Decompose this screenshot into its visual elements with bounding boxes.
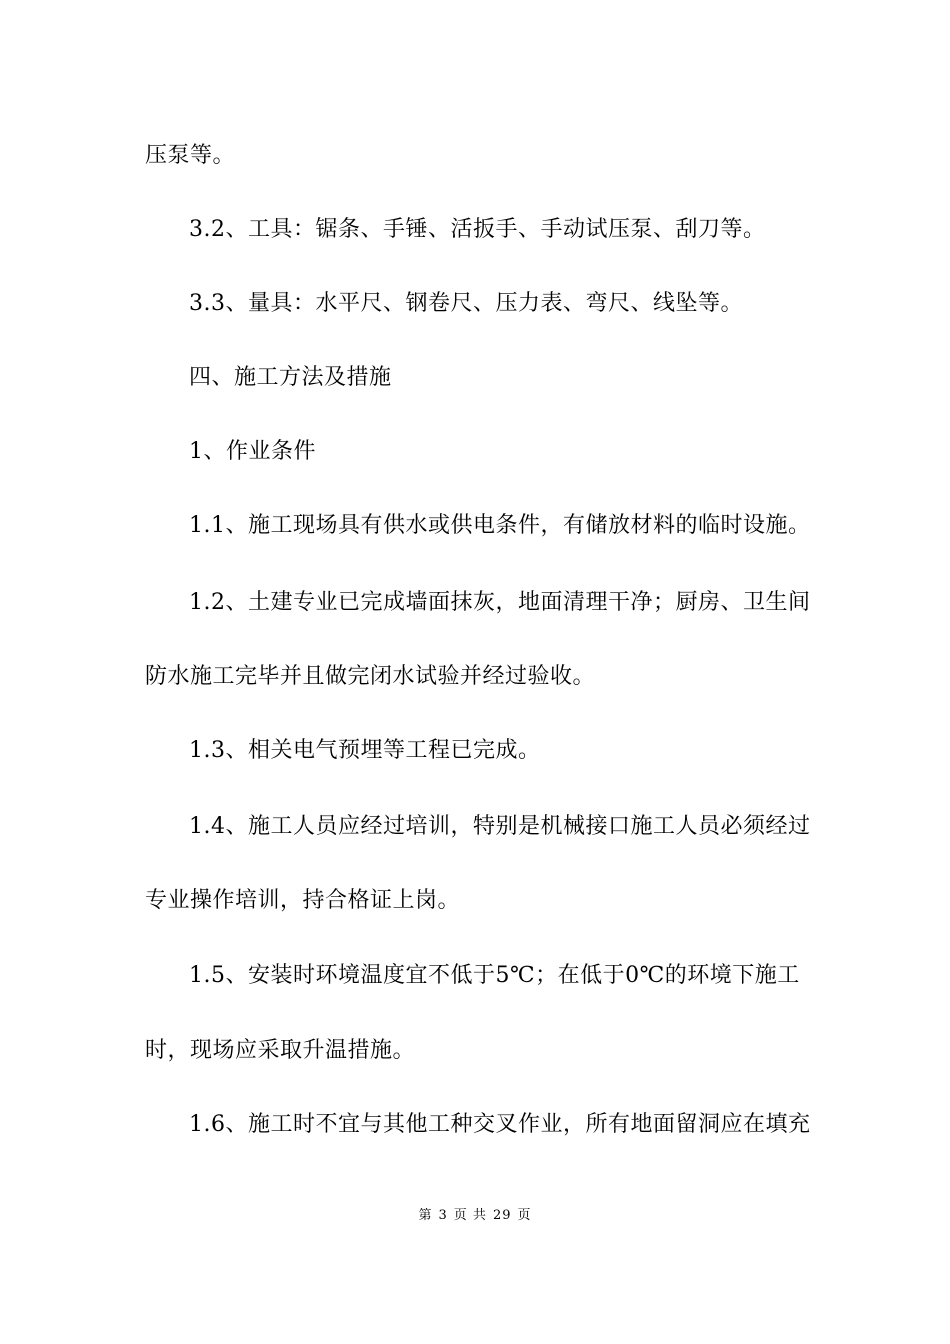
text-line-9: 1.3、相关电气预埋等工程已完成。: [189, 738, 541, 763]
text-line-12: 1.5、安装时环境温度宜不低于5℃；在低于0℃的环境下施工: [189, 963, 800, 988]
text-line-2: 3.2、工具：锯条、手锤、活扳手、手动试压泵、刮刀等。: [189, 217, 766, 242]
text-line-3: 3.3、量具：水平尺、钢卷尺、压力表、弯尺、线坠等。: [189, 291, 743, 316]
text-line-6: 1.1、施工现场具有供水或供电条件，有储放材料的临时设施。: [189, 513, 811, 538]
text-line-11: 专业操作培训，持合格证上岗。: [145, 888, 461, 913]
footer-prefix: 第: [418, 1208, 433, 1223]
footer-current-page: 3: [438, 1208, 448, 1223]
text-line-8: 防水施工完毕并且做完闭水试验并经过验收。: [145, 664, 596, 689]
page-footer: [0, 1207, 950, 1225]
text-line-10: 1.4、施工人员应经过培训，特别是机械接口施工人员必须经过: [189, 814, 811, 839]
text-line-14: 1.6、施工时不宜与其他工种交叉作业，所有地面留洞应在填充: [189, 1112, 811, 1137]
subsection-heading: 1、作业条件: [189, 439, 316, 464]
section-heading: 四、施工方法及措施: [189, 365, 392, 390]
footer-total-pages: 29: [492, 1208, 512, 1223]
text-line-1: 压泵等。: [145, 143, 236, 168]
text-line-13: 时，现场应采取升温措施。: [145, 1038, 416, 1063]
text-line-7: 1.2、土建专业已完成墙面抹灰，地面清理干净；厨房、卫生间: [189, 590, 811, 615]
footer-suffix: 页: [517, 1208, 532, 1223]
footer-middle: 页 共: [453, 1208, 487, 1223]
